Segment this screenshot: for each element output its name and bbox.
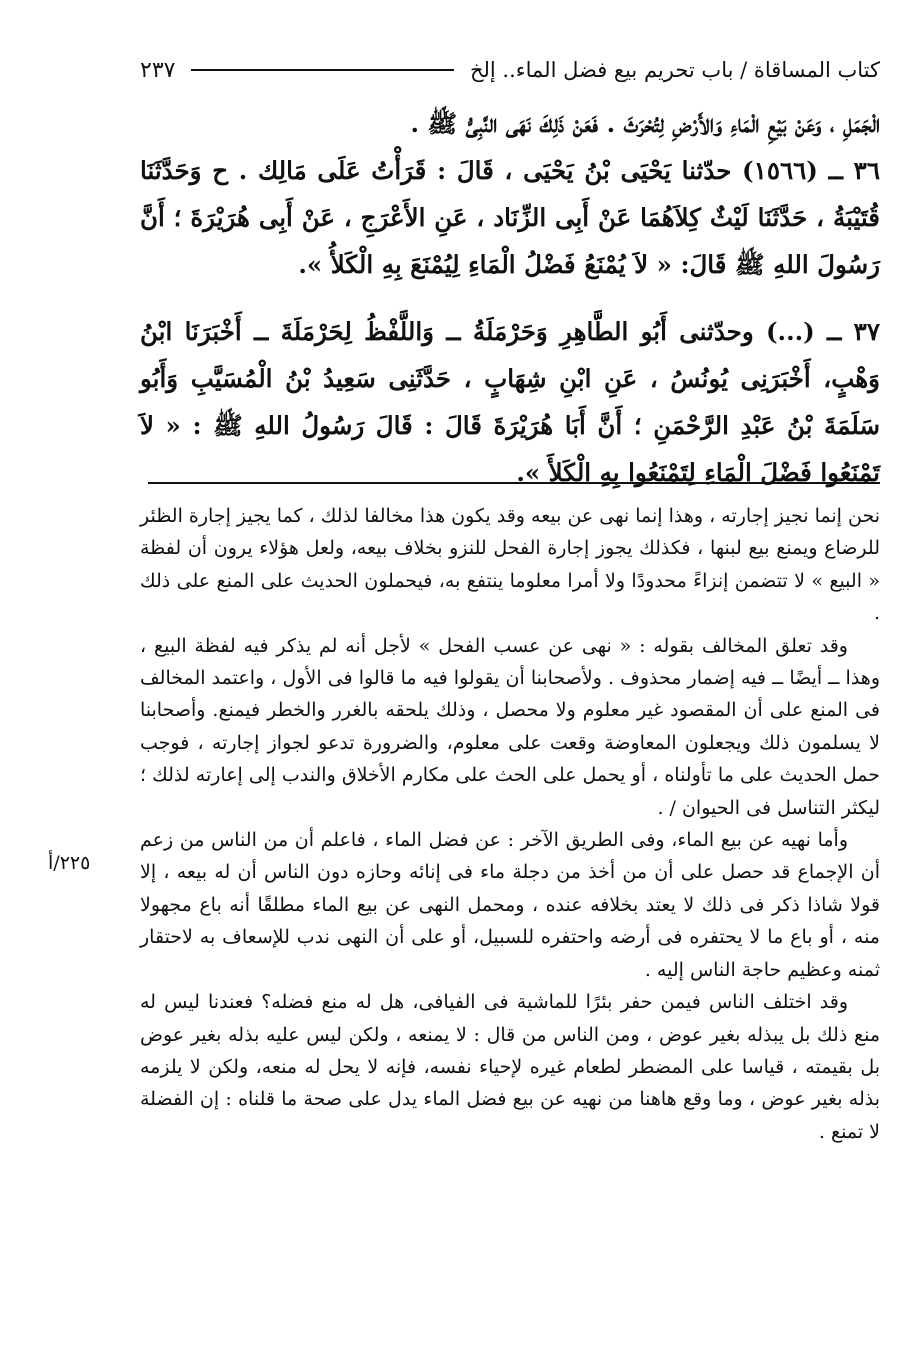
commentary-paragraph: وقد تعلق المخالف بقوله : « نهى عن عسب الفحل » لأجل أنه لم يذكر فيه لفظة البيع ، وهذا ــ أيضًا ــ فيه إضمار محذوف . ولأصحابنا أن يقولوا فيه ما قالوا فى الأول ، واعتمد المخالف فى المنع على أن المقصود غير معلوم ولا محصل ، وذلك يلحقه بالغرر والخطر فيمنع. وأصحابنا لا يسلمون ذلك ويجعلون المعاوضة وقعت على معلوم، والضرورة تدعو لجواز إجارته ، فوجب حمل الحديث على ما تأولناه ، أو يحمل على الحث على مكارم الأخلاق والندب إلى إعارته لذلك ؛ ليكثر التناسل فى الحيوان / . (140, 634, 880, 819)
hadith-36-line-2: حَدَّثَنَا لَيْثٌ كِلاَهُمَا عَنْ أَبِى الزِّنَاد ، عَنِ الأَعْرَجِ ، عَنْ أَبِى هُرَيْرَةَ ؛ أَنَّ رَسُولَ اللهِ ﷺ قَالَ: (140, 203, 880, 279)
hadith-37-line-3: أَنَّ أَبَا هُرَيْرَةَ قَالَ : قَالَ رَسُولُ اللهِ ﷺ : « لاَ تَمْنَعُوا فَضْلَ الْمَاءِ لِتَمْنَعُوا بِهِ الْكَلأَ ». (140, 411, 880, 487)
commentary-paragraph: نحن إنما نجيز إجارته ، وهذا إنما نهى عن بيعه وقد يكون هذا مخالفا لذلك ، كما يجيز إجارة الظئر للرضاع ويمنع بيع لبنها ، فكذلك يجوز إجارة الفحل للنزو بخلاف بيعه، ولعل هؤلاء يرون أن لفظة « البيع » لا تتضمن إنزاءً محدودًا ولا أمرا معلوما ينتفع به، فيحملون الحديث على المنع على ذلك . (140, 505, 880, 625)
hadith-37 (140, 308, 880, 496)
header-rule (191, 69, 454, 71)
hadith-line: الْجَمَلِ ، وَعَنْ بَيْعِ الْمَاءِ وَالأَرْضِ لِتُحْرَثَ . فَعَنْ ذَلِكَ نَهَى النَّبِىُّ ﷺ . (410, 109, 880, 138)
header-title: كتاب المساقاة / باب تحريم بيع فضل الماء.. إلخ (469, 58, 880, 82)
manuscript-folio-note: ٢٢٥/أ (48, 852, 91, 874)
hadith-text (140, 100, 880, 496)
hadith-36-line-3: « لاَ يُمْنَعُ فَضْلُ الْمَاءِ لِيُمْنَعَ بِهِ الْكَلأُ ». (298, 250, 672, 279)
page-number: ٢٣٧ (140, 57, 176, 83)
hadith-37-line-1: ٣٧ ــ (...) وحدّثنى أَبُو الطَّاهِرِ وَحَرْمَلَةُ ــ وَاللَّفْظُ لِحَرْمَلَةَ ــ أَخْبَرَنَا ابْنُ وَهْبٍ، (140, 317, 881, 393)
running-header (140, 52, 880, 88)
commentary-paragraph: وقد اختلف الناس فيمن حفر بئرًا للماشية فى الفيافى، هل له منع فضله؟ فعندنا ليس له منع ذلك بل يبذله بغير عوض ، ومن الناس من قال : لا يمنعه ، ولكن ليس عليه بذله بغير عوض بل بقيمته ، قياسا على المضطر لطعام غيره لإحياء نفسه، فإنه لا يحل له منعه، ولكن لا يلزمه بذله بغير عوض ، وما وقع هاهنا من نهيه عن بيع فضل الماء يدل على صحة ما قلناه : إن الفضلة لا تمنع . (140, 991, 880, 1143)
commentary-text (140, 500, 880, 1148)
commentary-paragraph: وأما نهيه عن بيع الماء، وفى الطريق الآخر : عن فضل الماء ، فاعلم أن من الناس من زعم أن الإجماع قد حصل على أن من أخذ من دجلة ماء فى إنائه وحازه دون الناس أن له بيعه ، إلا قولا شاذا ذكر فى ذلك لا يعتد بخلافه عنده ، ومحمل النهى عن بيع الماء مطلقًا أنه باع مجهولا منه ، أو باع ما لا يحتفره فى أرضه واحتفره للسبيل، أو على أن النهى ندب للإسعاف به لاحتقار ثمنه وعظيم حاجة الناس إليه . (140, 829, 880, 981)
hadith-36 (140, 147, 880, 288)
section-divider (148, 482, 880, 484)
hadith-36-line-1: ٣٦ ــ (١٥٦٦) حدّثنا يَحْيَى بْنُ يَحْيَى ، قَالَ : قَرَأْتُ عَلَى مَالِك . ح وَحَدَّثَنَا قُتَيْبَةُ ، (140, 156, 880, 232)
hadith-37-line-2: أَخْبَرَنِى يُونُسُ ، عَنِ ابْنِ شِهَابٍ ، حَدَّثَنِى سَعِيدُ بْنُ الْمُسَيَّبِ وَأَبُو سَلَمَةَ بْنُ عَبْدِ الرَّحْمَنِ ؛ (140, 364, 880, 440)
